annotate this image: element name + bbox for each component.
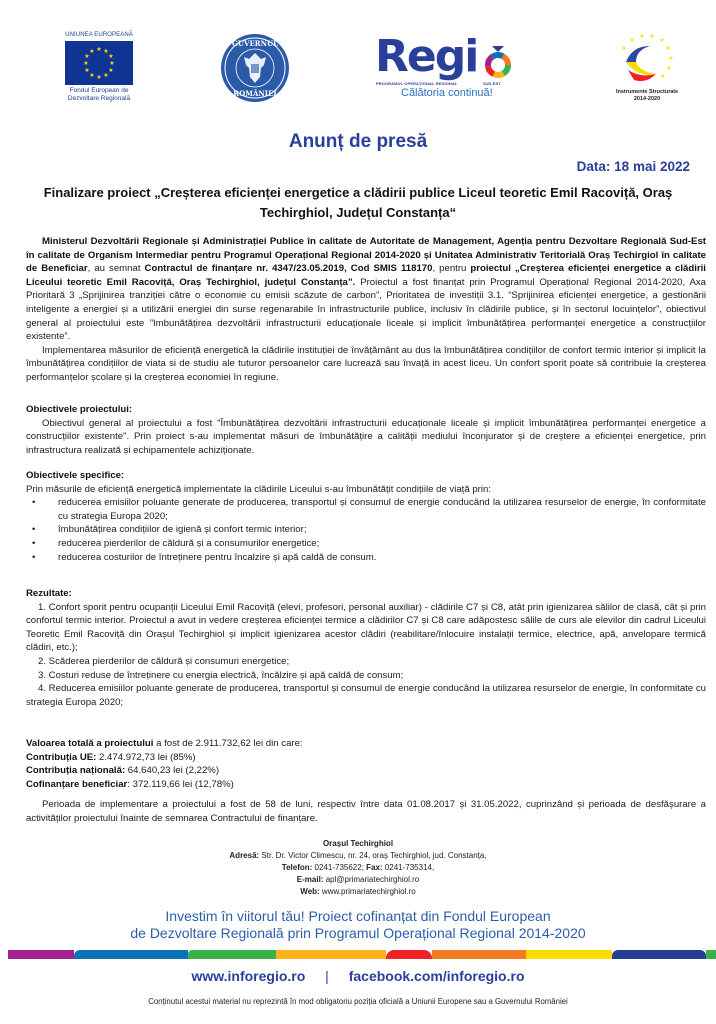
results-section: [26, 587, 706, 709]
financials-section: [26, 737, 706, 826]
beneficiary-cofinancing: [26, 778, 706, 792]
band-segment: [8, 950, 74, 959]
band-segment: [432, 950, 526, 959]
beneficiary-cofinancing-value: : 372.119,66 lei (12,78%): [127, 778, 234, 790]
total-value-text: a fost de 2.911.732,62 lei din care:: [153, 738, 303, 749]
band-segment: [706, 950, 716, 959]
svg-text:★: ★: [666, 65, 672, 72]
svg-text:★: ★: [668, 55, 674, 62]
footer-slogan: [0, 908, 716, 942]
total-value: [26, 737, 706, 751]
is-caption-line1: Instrumente Structurale: [615, 89, 679, 95]
svg-text:★: ★: [649, 33, 655, 40]
svg-text:★: ★: [109, 60, 115, 67]
beneficiary-cofinancing-label: Cofinanțare beneficiar: [26, 778, 128, 790]
result-item: 2. Scăderea pierderilor de căldură și consumuri energetice;: [38, 655, 290, 667]
list-item: • reducerea emisiilor poluante generate de producerea, transportul și consumul de energie conducând la utilizarea resurselor de energie, în conformitate cu strategia Europa 2020;: [26, 496, 706, 523]
svg-text:★: ★: [84, 53, 90, 60]
contact-name: Orașul Techirghiol: [322, 839, 394, 848]
svg-text:★: ★: [659, 37, 665, 44]
band-segment: [74, 950, 188, 959]
svg-text:★: ★: [108, 53, 114, 60]
regio-program-label: PROGRAMUL OPERAȚIONAL REGIONAL: [376, 81, 458, 86]
objectives-text: Obiectivul general al proiectului a fost "Îmbunătățirea dezvoltării infrastructurii educaționale liceale și implicit îmbunătățirea performanței energetice a construcțiilor existente". Prin proiect s-au implementat măsuri de îmbunătățire a calității mediului înconjurator și de creștere a eficienței energetice, prin infrastructura realizată și echipamentele achiziționate.: [26, 417, 706, 456]
intro-text-1: , au semnat: [87, 263, 145, 275]
period-paragraph: Perioada de implementare a proiectului a fost de 58 de luni, respectiv între data 01.08.2017 și 31.05.2022, cuprinzând și perioada de desfășurare a activităților proiectului înainte de semnarea Contractului de finanțare.: [26, 799, 706, 824]
svg-text:★: ★: [89, 72, 95, 79]
inforegio-facebook-link[interactable]: facebook.com/inforegio.ro: [348, 968, 525, 984]
color-band-divider: [8, 950, 716, 959]
disclaimer: Conținutul acestui material nu reprezintă în mod obligatoriu poziția oficială a Uniunii Europene sau a Guvernului României: [148, 997, 568, 1006]
svg-text:★: ★: [84, 67, 90, 74]
contact-web: [0, 886, 716, 898]
svg-text:★: ★: [89, 48, 95, 55]
structural-instruments-icon: [612, 32, 682, 88]
band-segment: [526, 950, 612, 959]
specific-objectives-heading: Obiectivele specifice:: [26, 470, 125, 481]
svg-text:★: ★: [108, 67, 114, 74]
svg-text:ROMÂNIEI: ROMÂNIEI: [233, 89, 277, 98]
band-segment: [188, 950, 276, 959]
intro-text-3: Proiectul a fost finanțat prin Programul Operațional Regional 2014-2020, Axa Prioritară 3 „Sprijinirea tranziției către o economie cu emisii scăzute de carbon”, Prioritatea de investiții 3.1. “Sprijinirea eficienței energetice, a gestionării inteligente a energiei și a utilizării energiei din surse regenarabile în infrastructurile publice, inclusiv în clădirile publice, și în sectorul locuințelor”, obiectivul general al proiectului este ”Imbunătățirea dezvoltării infrastructurii educaționale liceale și implicit îmbunătățirea performanței energetice a construcțiilor existente”.: [26, 276, 707, 343]
objectives-section: [26, 403, 706, 457]
regio-region-label: SUD-EST: [483, 81, 501, 86]
intro-section: [26, 235, 706, 385]
address-value: Str. Dr. Victor Climescu, nr. 24, oraș Techirghiol, jud. Constanța,: [259, 851, 487, 860]
contact-block: [0, 838, 716, 898]
is-caption-line2: 2014-2020: [633, 96, 661, 102]
list-item: • reducerea costurilor de întreținere pentru încalzire și apă caldă de consum.: [26, 551, 706, 565]
svg-text:★: ★: [83, 60, 89, 67]
band-segment: [386, 950, 432, 959]
regio-logo: [375, 31, 515, 102]
national-contribution-label: Contribuția națională:: [26, 765, 126, 777]
intro-bold-parties: Ministerul Dezvoltării Regionale și Administrației Publice în calitate de Autoritate de Management, Agenția pentru Dezvoltare Regională Sud-Est în calitate de Organism Intermediar pentru Programul Operațional Regional 2014-2020 și Unitatea Administrativ Teritorială Oraș Techirgiol în calitate de Beneficiar: [26, 236, 706, 275]
contact-phone-fax: [0, 862, 716, 874]
regio-wordmark: Regi: [375, 31, 478, 82]
band-segment: [276, 950, 386, 959]
svg-text:★: ★: [103, 72, 109, 79]
intro-bold-project: proiectul „Creșterea eficienței energetice a clădirii Liceului teoretic Emil Racoviță, Oraș Techirghiol, județul Constanța”.: [26, 263, 706, 288]
svg-text:★: ★: [660, 73, 666, 80]
email-label: E-mail:: [296, 875, 324, 884]
contact-email: [0, 874, 716, 886]
national-contribution: [26, 764, 706, 778]
regio-color-ring-icon: [482, 46, 514, 78]
eu-contribution-label: Contribuția UE:: [26, 751, 97, 763]
logo-bar: [0, 0, 716, 110]
footer-slogan-line1: Investim în viitorul tău! Proiect cofinanțat din Fondul European: [165, 908, 551, 924]
eu-logo-fund-line2: Dezvoltare Regională: [67, 95, 131, 102]
fax-label: Fax:: [366, 863, 383, 872]
phone-value: 0241-735622;: [312, 863, 367, 872]
svg-text:★: ★: [665, 45, 671, 52]
inforegio-website-link[interactable]: www.inforegio.ro: [191, 968, 306, 984]
phone-label: Telefon:: [281, 863, 313, 872]
link-separator: |: [325, 968, 329, 984]
headline: Finalizare proiect „Creșterea eficienței energetice a clădirii publice Liceul teoretic Emil Racoviță, Oraș Techirghiol, Județul Constanța“: [43, 185, 673, 220]
eu-logo: [63, 31, 135, 103]
total-value-label: Valoarea totală a proiectului: [26, 738, 154, 749]
fax-value: 0241-735314,: [382, 863, 435, 872]
svg-text:★: ★: [621, 45, 627, 52]
national-contribution-value: 64.640,23 lei (2,22%): [125, 765, 220, 777]
email-link[interactable]: apl@primariatechirghiol.ro: [323, 875, 420, 884]
implementation-paragraph: Implementarea măsurilor de eficiență energetică la clădirile instituției de învățământ au dus la îmbunătățirea condițiilor de confort termic interior și implicit la îmbunătățirea condițiilor de viata si de studiu ale tuturor persoanelor care lucrează sau învață in acest liceu. Un confort sporit poate să contribuie la creșterea performanțelor școlare și la creșterea economiei în regiune.: [26, 344, 706, 383]
web-label: Web:: [300, 887, 320, 896]
svg-text:★: ★: [96, 46, 102, 53]
band-segment: [612, 950, 706, 959]
specific-objectives-intro: Prin măsurile de eficiență energetică implementate la clădirile Liceului s-au îmbunătățit condițiile de viață prin:: [26, 483, 492, 495]
address-label: Adresă:: [229, 851, 260, 860]
result-item: 1. Confort sporit pentru ocupanții Liceului Emil Racoviță (elevi, profesori, personal auxiliar) - clădirile C7 și C8, atât prin igienizarea sălilor de clasă, cât și prin confortul termic interior. Proiectul a avut in vedere creșterea eficienței termice a clădirilor C7 și C8 care adăpostesc sălile de curs ale elevilor din cadrul Liceului Teoretic Emil Racoviță din Orașul Techirghiol și implicit igienizarea acestor clădiri (reabilitare/înlocuire instalații termice, electrice, apă, anvelopare termică clădiri, etc.);: [26, 601, 706, 654]
page-title: Anunț de presă: [288, 131, 428, 152]
intro-text-2: , pentru: [432, 263, 471, 275]
specific-objectives-section: [26, 469, 706, 564]
press-release-date: Data: 18 mai 2022: [576, 159, 690, 174]
svg-text:GUVERNUL: GUVERNUL: [231, 39, 279, 48]
footer-links: [0, 968, 716, 984]
result-item: 3. Costuri reduse de întreținere cu energia electrică, încălzire și apă caldă de consum;: [38, 669, 404, 681]
svg-text:★: ★: [103, 48, 109, 55]
eu-contribution: [26, 751, 706, 765]
eu-logo-fund-line1: Fondul European de: [69, 87, 129, 94]
eu-contribution-value: 2.474.972,73 lei (85%): [96, 751, 196, 763]
list-item: • reducerea pierderilor de căldură și a consumurilor energetice;: [26, 537, 706, 551]
intro-paragraph: [26, 235, 706, 344]
web-link[interactable]: www.primariatechirghiol.ro: [319, 887, 416, 896]
structural-instruments-logo: [612, 32, 682, 102]
structural-instruments-caption: [606, 89, 688, 103]
svg-text:★: ★: [96, 74, 102, 81]
contact-address: [0, 850, 716, 862]
regio-slogan: Călătoria continuă!: [401, 87, 493, 99]
footer-slogan-line2: de Dezvoltare Regională prin Programul Operațional Regional 2014-2020: [130, 925, 586, 941]
result-item: 4. Reducerea emisiilor poluante generate de producerea, transportul și consumul de energie conducând la utilizarea resurselor de energie, în conformitate cu strategia Europa 2020;: [26, 683, 706, 708]
objectives-heading: Obiectivele proiectului:: [26, 404, 133, 415]
intro-bold-contract: Contractul de finanțare nr. 4347/23.05.2019, Cod SMIS 118170: [144, 263, 433, 275]
romanian-government-seal-icon: [220, 33, 290, 103]
eu-logo-caption: UNIUNEA EUROPEANĂ: [65, 32, 133, 38]
results-heading: Rezultate:: [26, 588, 72, 599]
eu-flag-icon: [65, 41, 133, 85]
list-item: • îmbunătățirea condițiilor de igienă și confort termic interior;: [26, 523, 706, 537]
svg-text:★: ★: [629, 37, 635, 44]
svg-text:★: ★: [639, 33, 645, 40]
